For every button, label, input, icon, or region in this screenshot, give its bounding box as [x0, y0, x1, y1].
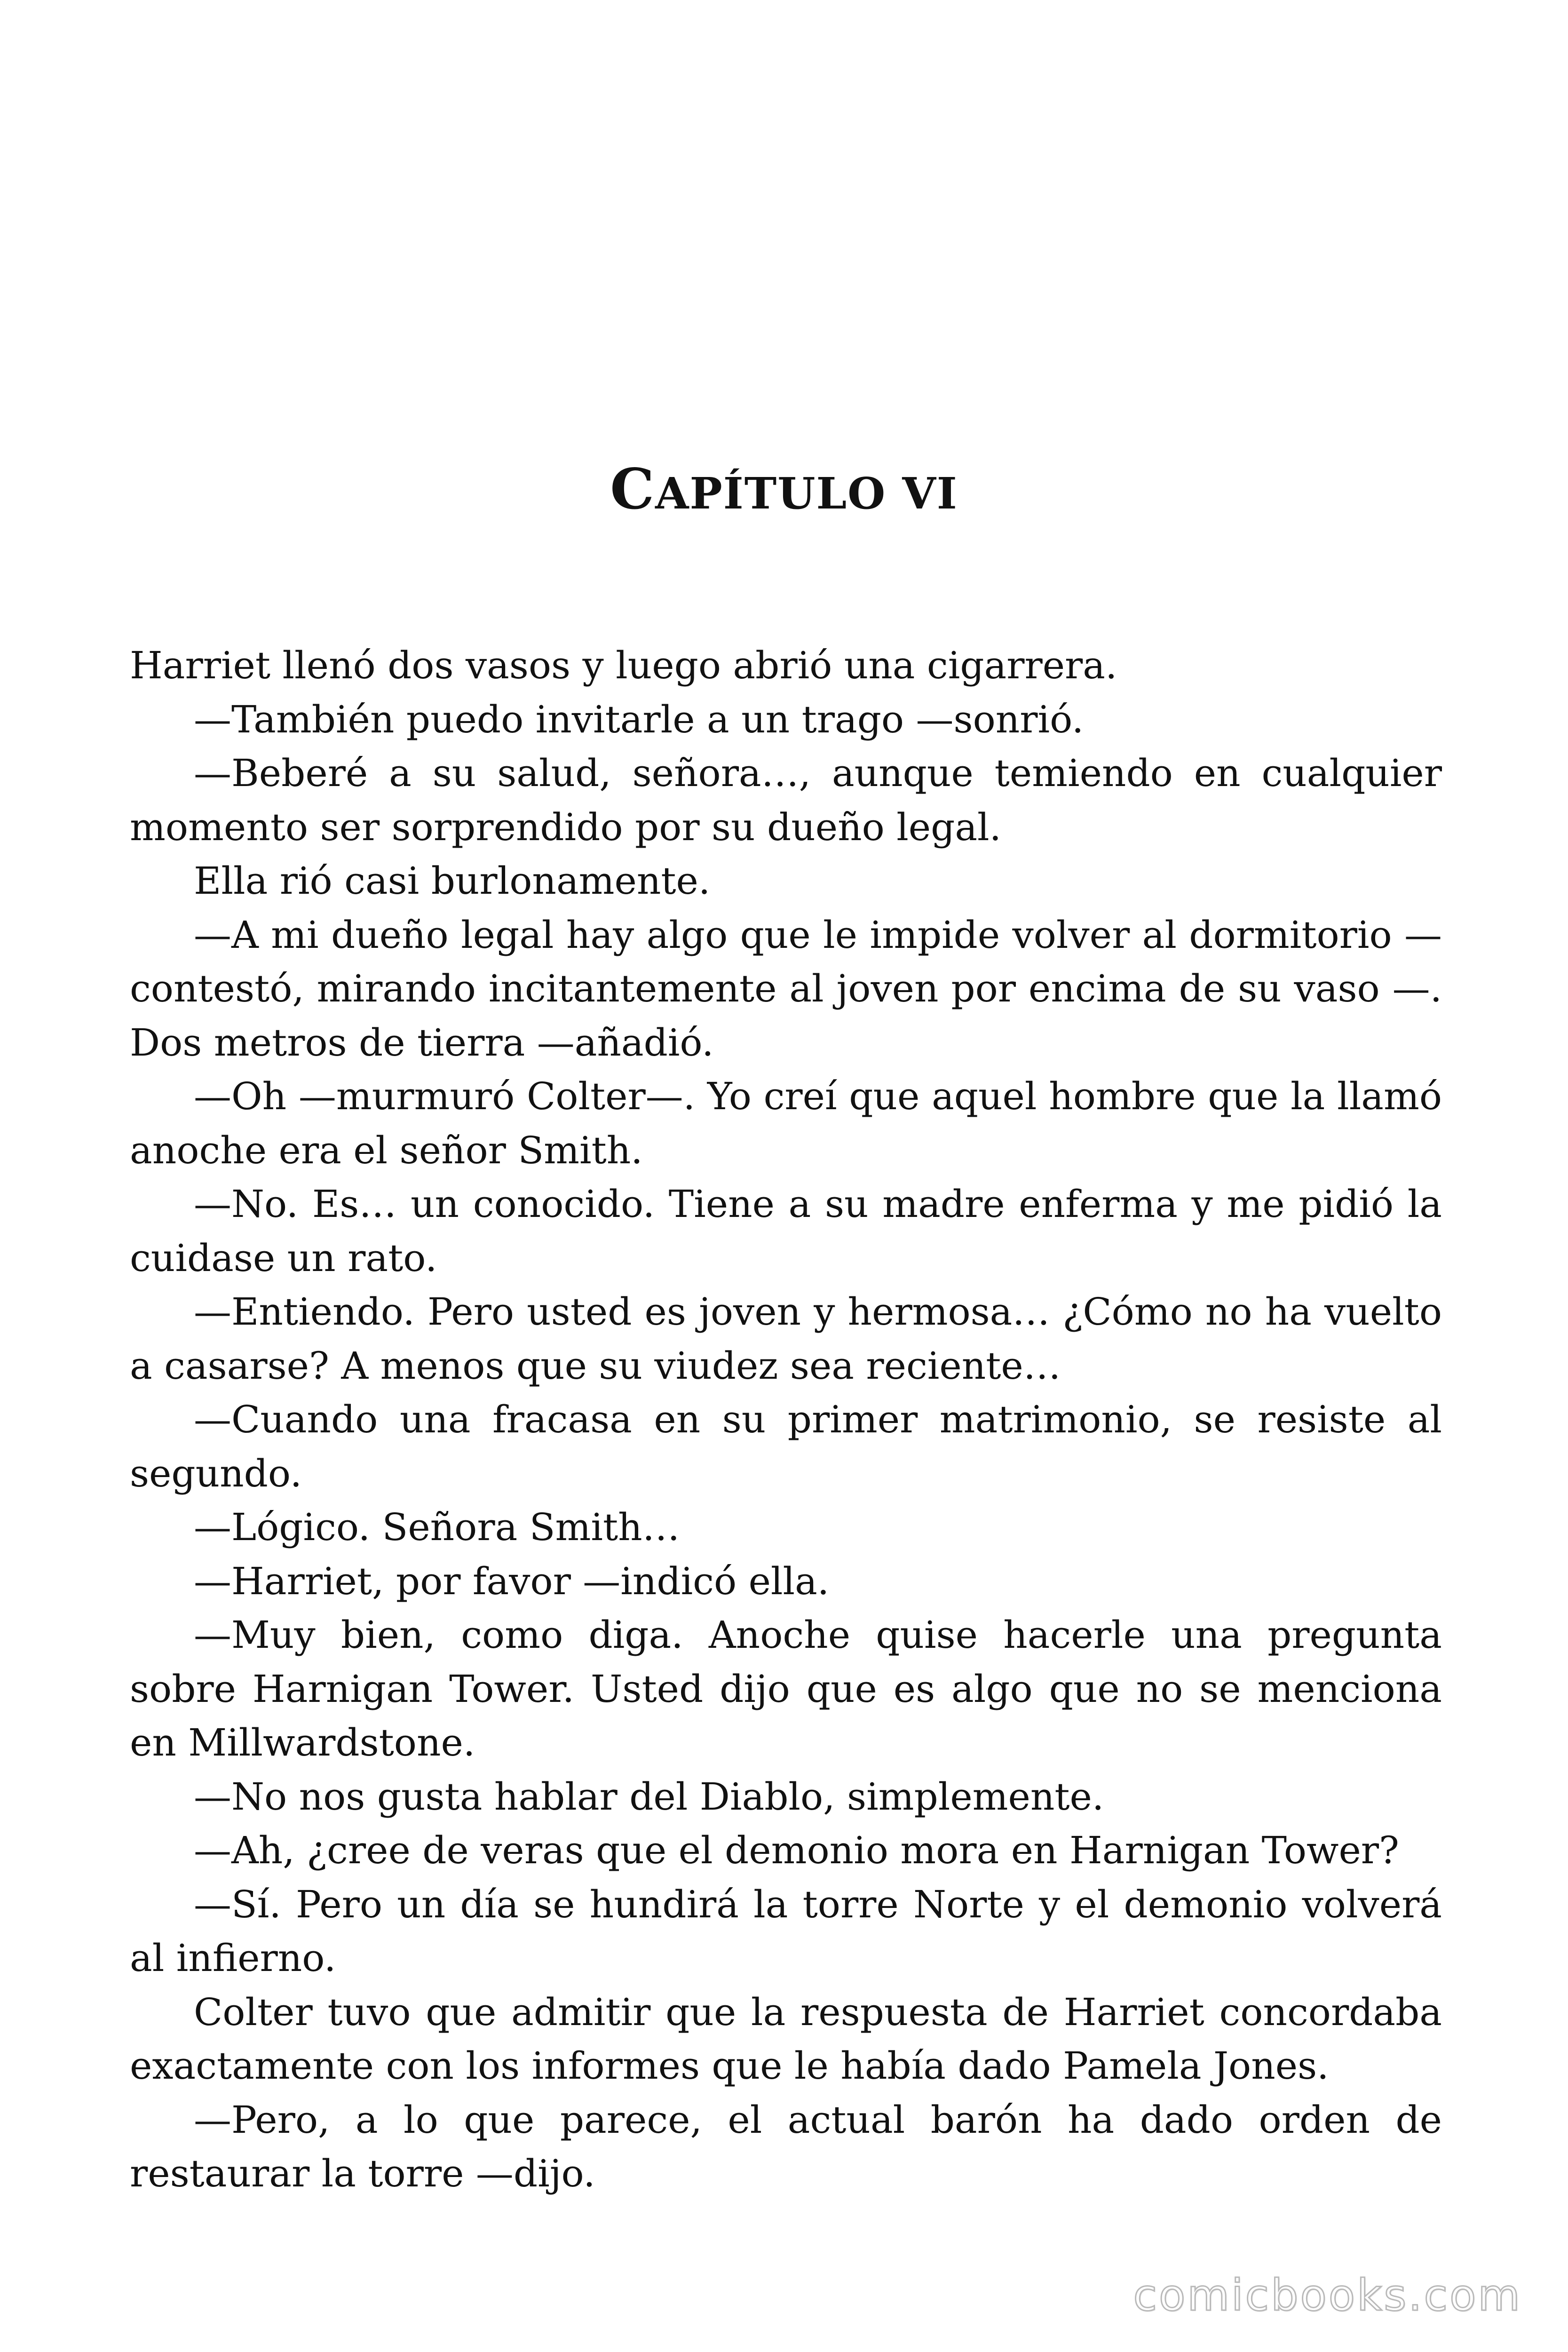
paragraph: —Cuando una fracasa en su primer matrimonio, se resiste al segundo. — [130, 1398, 1442, 1495]
paragraph: —Lógico. Señora Smith… — [194, 1505, 680, 1549]
paragraph: —Beberé a su salud, señora…, aunque temiendo en cualquier momento ser sorprendido por su dueño legal. — [130, 751, 1442, 849]
paragraph: —Pero, a lo que parece, el actual barón ha dado orden de restaurar la torre —dijo. — [130, 2098, 1442, 2195]
paragraph: —No. Es… un conocido. Tiene a su madre enferma y me pidió la cuidase un rato. — [130, 1182, 1442, 1280]
paragraph: Colter tuvo que admitir que la respuesta de Harriet concordaba exactamente con los informes que le había dado Pamela Jones. — [130, 1990, 1442, 2088]
chapter-title — [0, 452, 1568, 531]
chapter-body — [130, 639, 1442, 2201]
paragraph: —Oh —murmuró Colter—. Yo creí que aquel hombre que la llamó anoche era el señor Smith. — [130, 1074, 1442, 1172]
paragraph: —Harriet, por favor —indicó ella. — [194, 1559, 830, 1603]
paragraph: —También puedo invitarle a un trago —sonrió. — [194, 697, 1084, 741]
paragraph: —A mi dueño legal hay algo que le impide volver al dormitorio —contestó, mirando incitantemente al joven por encima de su vaso —. Dos metros de tierra —añadió. — [130, 913, 1442, 1065]
chapter-title-lead: C — [610, 456, 656, 522]
paragraph: Harriet llenó dos vasos y luego abrió una cigarrera. — [130, 644, 1117, 687]
paragraph: —No nos gusta hablar del Diablo, simplemente. — [194, 1774, 1104, 1819]
paragraph: —Sí. Pero un día se hundirá la torre Norte y el demonio volverá al infierno. — [130, 1882, 1442, 1980]
watermark: comicbooks.com — [1133, 2270, 1522, 2320]
chapter-title-rest: APÍTULO VI — [655, 468, 958, 519]
paragraph: —Muy bien, como diga. Anoche quise hacerle una pregunta sobre Harnigan Tower. Usted dijo que es algo que no se menciona en Millwardstone. — [130, 1613, 1442, 1764]
paragraph: —Entiendo. Pero usted es joven y hermosa… ¿Cómo no ha vuelto a casarse? A menos que su viudez sea reciente… — [130, 1290, 1442, 1388]
paragraph: —Ah, ¿cree de veras que el demonio mora en Harnigan Tower? — [194, 1828, 1399, 1872]
paragraph: Ella rió casi burlonamente. — [194, 859, 711, 903]
